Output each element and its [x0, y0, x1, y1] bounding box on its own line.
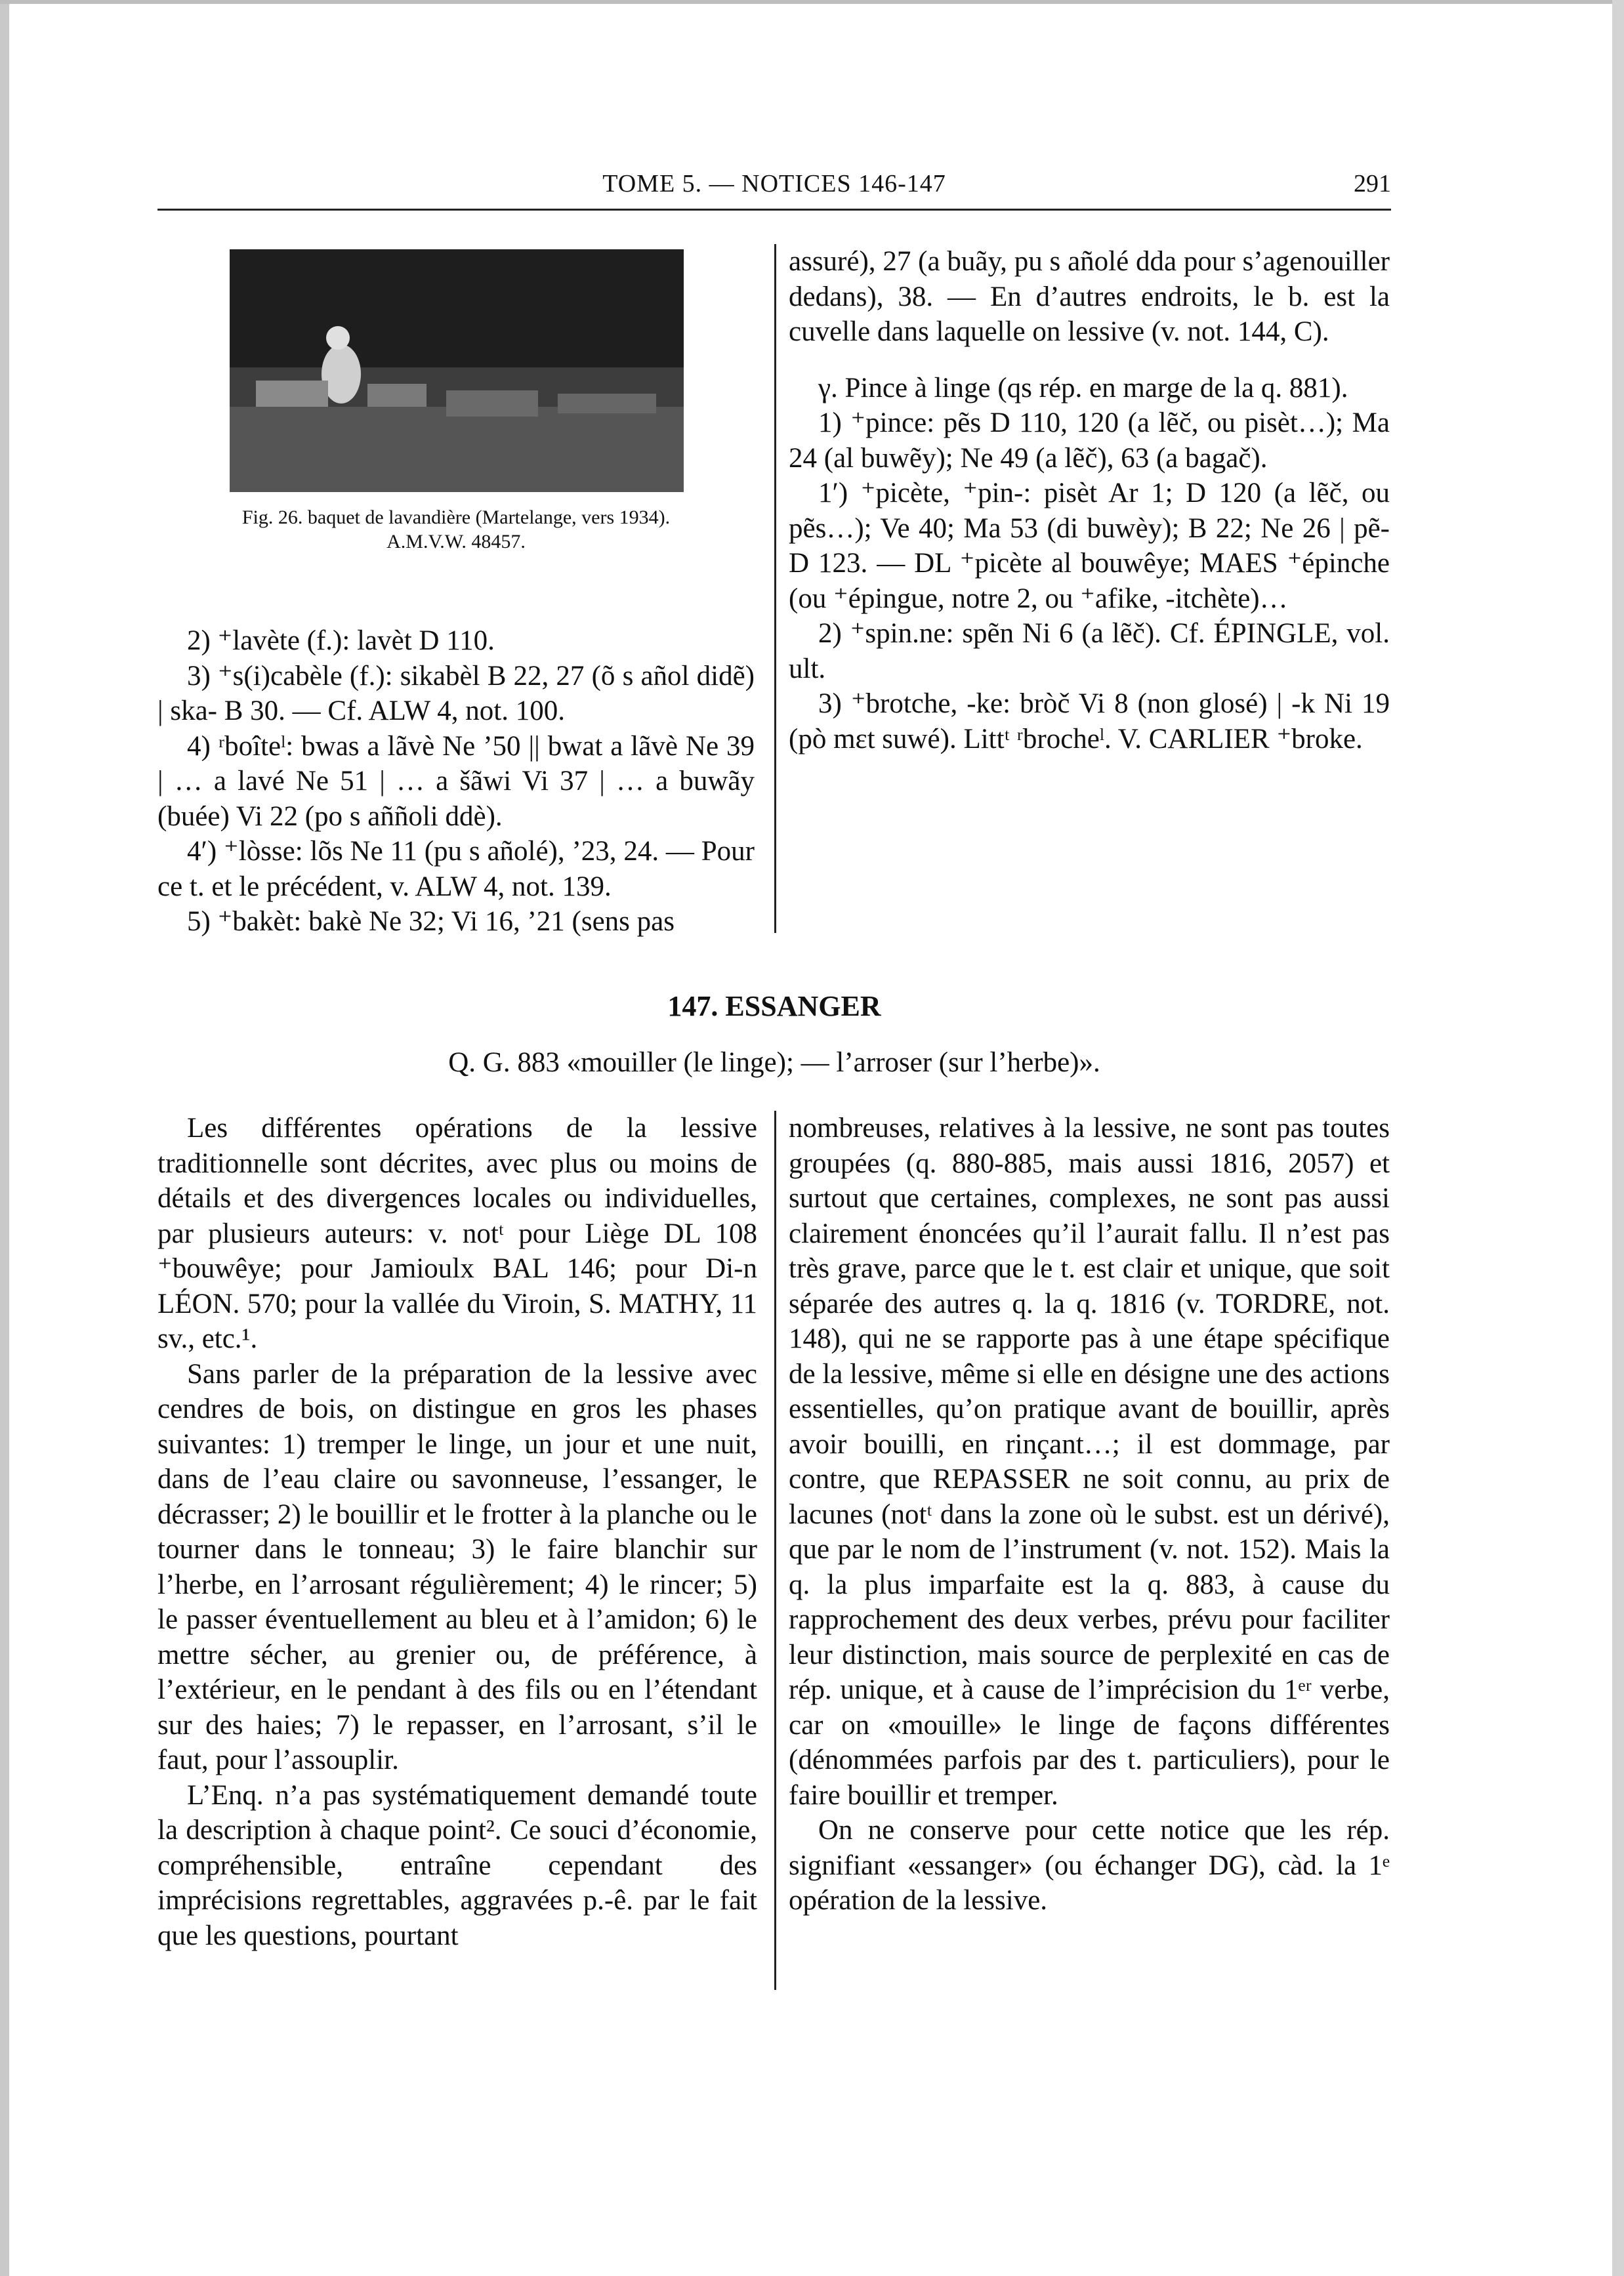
page-number: 291: [1354, 170, 1391, 197]
paragraph: nombreuses, relatives à la lessive, ne sont pas toutes groupées (q. 880-885, mais aussi 1816, 2057) et surtout que certaines, complexes, ne sont pas aussi clairement énoncées qu’il l’aurait fallu. Il n’est pas très grave, parce que le t. est clair et unique, que soit séparée des autres q. la q. 1816 (v. TORDRE, not. 148), qui ne se rapporte pas à une étape spécifique de la lessive, même si elle en désigne une des actions essentielles, qu’on pratique avant de bouillir, après avoir bouilli, en rinçant…; il est dommage, par contre, que REPASSER ne soit connu, au prix de lacunes (notᵗ dans la zone où le subst. est un dérivé), que par le nom de l’instrument (v. not. 152). Mais la q. la plus imparfaite est la q. 883, à cause du rapprochement des deux verbes, prévu pour faciliter leur distinction, mais source de perplexité en cas de rép. unique, et à cause de l’imprécision du 1ᵉʳ verbe, car on «mouille» le linge de façons différentes (dénommées parfois par des t. particuliers), pour le faire bouillir et tremper.: [789, 1113, 1390, 1811]
scan-edge-top: [0, 0, 1624, 4]
left-column-main: [157, 1111, 757, 1953]
running-head: [157, 169, 1391, 209]
paragraph: assuré), 27 (a buãy, pu s añolé dda pour s’agenouiller dedans), 38. — En d’autres endroits, le b. est la cuvelle dans laquelle on lessive (v. not. 144, C).: [789, 246, 1390, 347]
right-column-main: [789, 1111, 1390, 1918]
column-rule-main: [774, 1111, 776, 1990]
header-rule: [157, 209, 1391, 211]
photo-illustration: [230, 249, 684, 492]
paragraph: 2) ⁺spin.ne: spẽn Ni 6 (a lẽč). Cf. ÉPINGLE, vol. ult.: [789, 618, 1390, 684]
section-title: 147. ESSANGER: [667, 990, 881, 1022]
paragraph: 1) ⁺pince: pẽs D 110, 120 (a lẽč, ou pisèt…); Ma 24 (al buwẽy); Ne 49 (a lẽč), 63 (a bagač).: [789, 407, 1390, 474]
paragraph: 1′) ⁺picète, ⁺pin-: pisèt Ar 1; D 120 (a lẽč, ou pẽs…); Ve 40; Ma 53 (di buwèy); B 22; Ne 26 | pẽ- D 123. — DL ⁺picète al bouwêye; MAES ⁺épinche (ou ⁺épingue, notre 2, ou ⁺afike, -itchète)…: [789, 478, 1390, 614]
running-title: TOME 5. — NOTICES 146-147: [602, 170, 946, 197]
paragraph: On ne conserve pour cette notice que les rép. signifiant «essanger» (ou échanger DG), càd. la 1ᵉ opération de la lessive.: [789, 1815, 1390, 1916]
figure-caption-line2: A.M.V.W. 48457.: [386, 531, 526, 552]
paragraph-gap: [789, 350, 1390, 371]
figure-caption-line1: Fig. 26. baquet de lavandière (Martelange, vers 1934).: [241, 507, 671, 528]
paragraph: 4′) ⁺lòsse: lõs Ne 11 (pu s añolé), ’23, 24. — Pour ce t. et le précédent, v. ALW 4, not. 139.: [157, 836, 755, 902]
figure-caption: [157, 505, 755, 554]
paragraph: 5) ⁺bakèt: bakè Ne 32; Vi 16, ’21 (sens pas: [187, 906, 675, 937]
scan-edge-right: [1612, 0, 1624, 2276]
paragraph: 4) ʳboîteˡ: bwas a lãvè Ne ’50 || bwat a lãvè Ne 39 | … a lavé Ne 51 | … a šãwi Vi 37 | … a buwãy (buée) Vi 22 (po s aññoli ddè).: [157, 730, 755, 832]
paragraph: 3) ⁺s(i)cabèle (f.): sikabèl B 22, 27 (õ s añol didẽ) | ska- B 30. — Cf. ALW 4, not. 100.: [157, 660, 755, 726]
paragraph: 2) ⁺lavète (f.): lavèt D 110.: [187, 625, 495, 656]
figure-photo: [230, 249, 684, 492]
section-subtitle: Q. G. 883 «mouiller (le linge); — l’arroser (sur l’herbe)».: [448, 1047, 1100, 1078]
column-rule-top: [774, 244, 776, 933]
left-column-top: [157, 623, 755, 940]
right-column-top: [789, 244, 1390, 756]
paragraph: Les différentes opérations de la lessive traditionnelle sont décrites, avec plus ou moins de détails et des divergences locales ou individuelles, par plusieurs auteurs: v. notᵗ pour Liège DL 108 ⁺bouwêye; pour Jamioulx BAL 146; pour Di-n LÉON. 570; pour la vallée du Viroin, S. MATHY, 11 sv., etc.¹.: [157, 1113, 757, 1354]
scan-edge-left: [0, 0, 9, 2276]
paragraph: Sans parler de la préparation de la lessive avec cendres de bois, on distingue en gros les phases suivantes: 1) tremper le linge, un jour et une nuit, dans de l’eau claire ou savonneuse, l’essanger, le décrasser; 2) le bouillir et le frotter à la planche ou le tourner dans le tonneau; 3) le faire blanchir sur l’herbe, en l’arrosant régulièrement; 4) le rincer; 5) le passer éventuellement au bleu et à l’amidon; 6) le mettre sécher, au grenier ou, de préférence, à l’extérieur, en le pendant à des fils ou en l’étendant sur des haies; 7) le repasser, en l’arrosant, s’il le faut, pour l’assouplir.: [157, 1358, 757, 1775]
paragraph: γ. Pince à linge (qs rép. en marge de la q. 881).: [818, 372, 1348, 403]
paragraph: 3) ⁺brotche, -ke: bròč Vi 8 (non glosé) | -k Ni 19 (pò mɛt suwé). Littᵗ ʳbrocheˡ. V. CARLIER ⁺broke.: [789, 688, 1390, 755]
paragraph: L’Enq. n’a pas systématiquement demandé toute la description à chaque point². Ce souci d’économie, compréhensible, entraîne cependant des imprécisions regrettables, aggravées p.-ê. par le fait que les questions, pourtant: [157, 1779, 757, 1951]
